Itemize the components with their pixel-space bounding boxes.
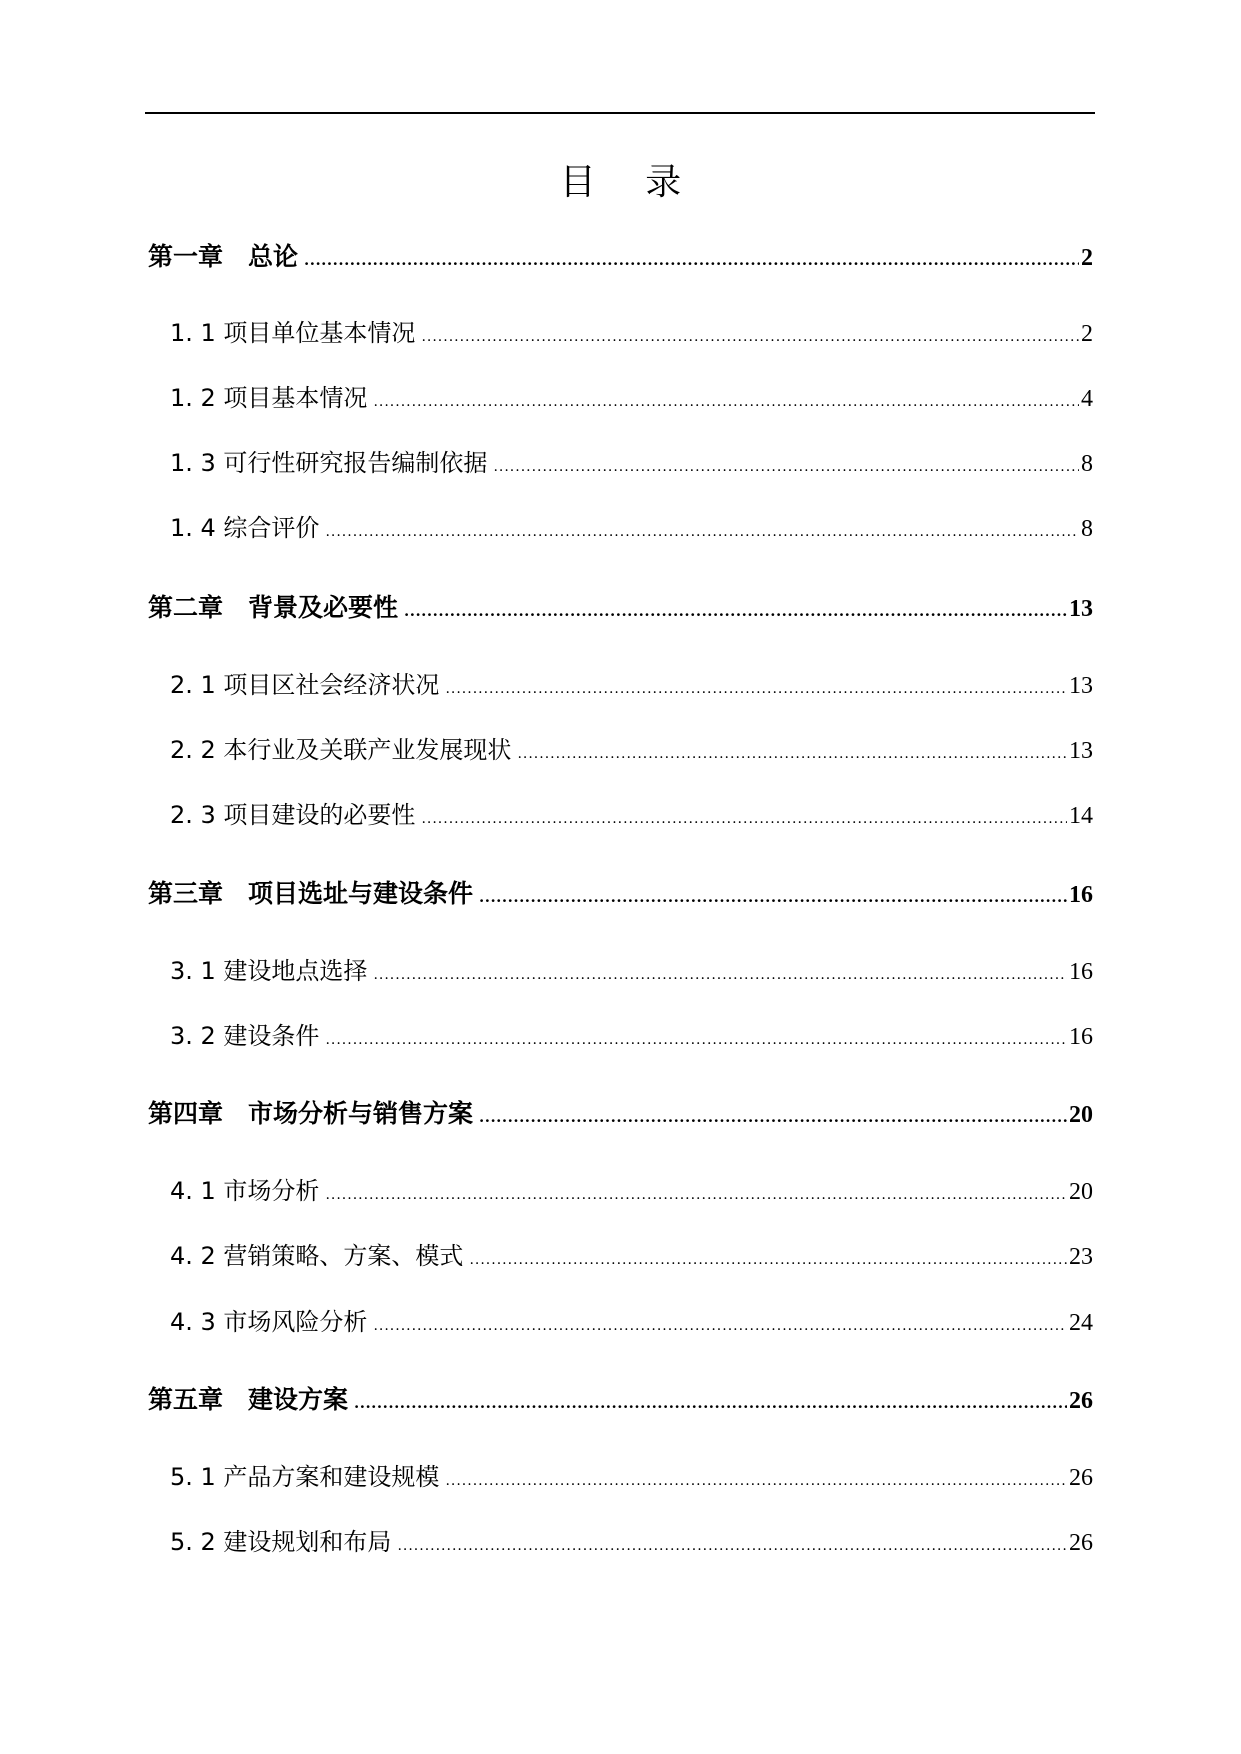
toc-entry-page: 16 bbox=[1069, 1024, 1093, 1050]
toc-entry-label: 2. 3 项目建设的必要性 bbox=[170, 801, 416, 829]
toc-entry-page: 20 bbox=[1069, 1179, 1093, 1205]
toc-entry-label: 4. 3 市场风险分析 bbox=[170, 1308, 368, 1336]
toc-title: 目 录 bbox=[559, 162, 682, 203]
toc-entry-label: 1. 2 项目基本情况 bbox=[170, 384, 368, 412]
toc-chapter-4[interactable] bbox=[148, 1094, 1093, 1134]
dot-leader bbox=[469, 1240, 1067, 1280]
toc-entry-page: 16 bbox=[1069, 959, 1093, 985]
toc-section-1-2[interactable] bbox=[170, 378, 1093, 418]
toc-entry-label: 第二章 背景及必要性 bbox=[148, 593, 399, 622]
dot-leader bbox=[397, 1526, 1067, 1566]
toc-section-3-1[interactable] bbox=[170, 951, 1093, 991]
dot-leader bbox=[325, 1175, 1067, 1215]
dot-leader bbox=[445, 669, 1067, 709]
toc-section-4-1[interactable] bbox=[170, 1171, 1093, 1211]
toc-entry-label: 第五章 建设方案 bbox=[148, 1385, 349, 1414]
toc-entry-page: 20 bbox=[1069, 1102, 1093, 1128]
dot-leader bbox=[421, 799, 1067, 839]
toc-entry-label: 1. 4 综合评价 bbox=[170, 514, 320, 542]
toc-entry-page: 24 bbox=[1069, 1310, 1093, 1336]
toc-section-1-3[interactable] bbox=[170, 443, 1093, 483]
toc-entry-page: 14 bbox=[1069, 803, 1093, 829]
toc-entry-page: 26 bbox=[1069, 1388, 1093, 1414]
toc-entry-page: 8 bbox=[1081, 516, 1093, 542]
toc-section-5-2[interactable] bbox=[170, 1522, 1093, 1562]
toc-entry-page: 2 bbox=[1081, 321, 1093, 347]
toc-entry-label: 5. 2 建设规划和布局 bbox=[170, 1528, 392, 1556]
toc-entry-page: 23 bbox=[1069, 1244, 1093, 1270]
toc-section-1-1[interactable] bbox=[170, 313, 1093, 353]
dot-leader bbox=[304, 240, 1079, 280]
dot-leader bbox=[325, 512, 1079, 552]
toc-entry-page: 16 bbox=[1069, 882, 1093, 908]
toc-entry-label: 4. 1 市场分析 bbox=[170, 1177, 320, 1205]
toc-section-2-2[interactable] bbox=[170, 730, 1093, 770]
toc-entry-label: 1. 3 可行性研究报告编制依据 bbox=[170, 449, 488, 477]
toc-entry-label: 3. 2 建设条件 bbox=[170, 1022, 320, 1050]
toc-entry-label: 第一章 总论 bbox=[148, 242, 299, 271]
toc-entry-page: 4 bbox=[1081, 386, 1093, 412]
toc-entry-label: 1. 1 项目单位基本情况 bbox=[170, 319, 416, 347]
dot-leader bbox=[479, 1097, 1067, 1137]
dot-leader bbox=[445, 1461, 1067, 1501]
dot-leader bbox=[373, 1306, 1067, 1346]
toc-entry-page: 8 bbox=[1081, 451, 1093, 477]
toc-entry-label: 5. 1 产品方案和建设规模 bbox=[170, 1463, 440, 1491]
dot-leader bbox=[373, 382, 1079, 422]
toc-entry-page: 13 bbox=[1069, 738, 1093, 764]
dot-leader bbox=[479, 877, 1067, 917]
toc-section-1-4[interactable] bbox=[170, 508, 1093, 548]
toc-entry-label: 4. 2 营销策略、方案、模式 bbox=[170, 1242, 464, 1270]
dot-leader bbox=[517, 734, 1067, 774]
toc-entry-label: 第四章 市场分析与销售方案 bbox=[148, 1099, 474, 1128]
toc-entry-page: 2 bbox=[1081, 245, 1093, 271]
toc-chapter-2[interactable] bbox=[148, 588, 1093, 628]
toc-entry-label: 3. 1 建设地点选择 bbox=[170, 957, 368, 985]
toc-entry-page: 26 bbox=[1069, 1465, 1093, 1491]
toc-section-2-3[interactable] bbox=[170, 795, 1093, 835]
dot-leader bbox=[404, 591, 1067, 631]
toc-chapter-1[interactable] bbox=[148, 237, 1093, 277]
dot-leader bbox=[373, 955, 1067, 995]
toc-section-5-1[interactable] bbox=[170, 1457, 1093, 1497]
toc-entry-label: 第三章 项目选址与建设条件 bbox=[148, 879, 474, 908]
toc-entry-label: 2. 1 项目区社会经济状况 bbox=[170, 671, 440, 699]
toc-section-4-2[interactable] bbox=[170, 1236, 1093, 1276]
dot-leader bbox=[421, 317, 1079, 357]
toc-section-3-2[interactable] bbox=[170, 1016, 1093, 1056]
dot-leader bbox=[325, 1020, 1067, 1060]
toc-entry-label: 2. 2 本行业及关联产业发展现状 bbox=[170, 736, 512, 764]
toc-section-2-1[interactable] bbox=[170, 665, 1093, 705]
dot-leader bbox=[493, 447, 1079, 487]
toc-entry-page: 13 bbox=[1069, 596, 1093, 622]
toc-chapter-3[interactable] bbox=[148, 874, 1093, 914]
dot-leader bbox=[354, 1383, 1067, 1423]
toc-entry-page: 13 bbox=[1069, 673, 1093, 699]
toc-entry-page: 26 bbox=[1069, 1530, 1093, 1556]
toc-section-4-3[interactable] bbox=[170, 1302, 1093, 1342]
toc-chapter-5[interactable] bbox=[148, 1380, 1093, 1420]
